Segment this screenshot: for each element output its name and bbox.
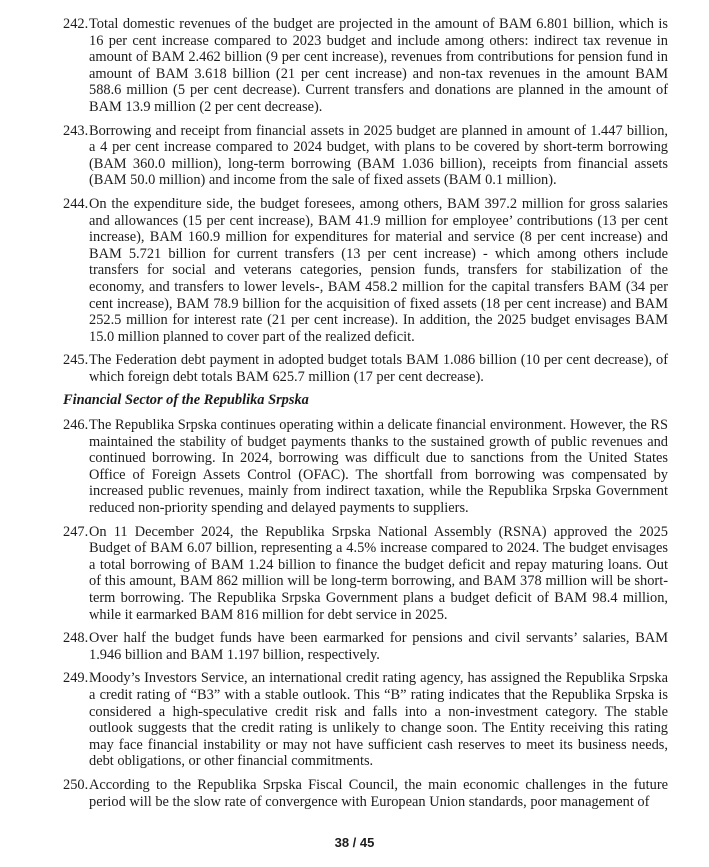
paragraph-number: 248.	[63, 630, 89, 647]
section-heading: Financial Sector of the Republika Srpska	[63, 392, 309, 409]
paragraph-number: 244.	[63, 195, 89, 212]
paragraph-number: 243.	[63, 122, 89, 139]
paragraph-246	[63, 417, 668, 517]
paragraph-number: 249.	[63, 670, 89, 687]
paragraph-text: Moody’s Investors Service, an international credit rating agency, has assigned the Republika Srpska a credit rating of “B3” with a stable outlook. This “B” rating indicates that the Republika Srpska is considered a high-speculative credit risk and falls into a non-investment category. The stable outlook suggests that the credit rating is unlikely to change soon. The Entity receiving this rating may face financial instability or may not have sufficient cash reserves to meet its business needs, debt obligations, or other financial commitments.	[89, 670, 668, 770]
paragraph-text: According to the Republika Srpska Fiscal Council, the main economic challenges in the future period will be the slow rate of convergence with European Union standards, poor management of	[89, 776, 668, 810]
paragraph-245	[63, 352, 668, 385]
page-number-indicator: 38 / 45	[334, 835, 375, 851]
paragraph-249	[63, 670, 668, 770]
paragraph-text: On the expenditure side, the budget foresees, among others, BAM 397.2 million for gross salaries and allowances (15 per cent increase), BAM 41.9 million for employee’ contributions (13 per cent increase), BAM 160.9 million for expenditures for material and service (8 per cent increase) and BAM 5.721 billion for current transfers (13 per cent increase) - which among others include transfers for social and veterans categories, pension funds, transfers for stabilization of the economy, and transfers to lower levels-, BAM 458.2 million for the capital transfers BAM (34 per cent increase), BAM 78.9 billion for the acquisition of fixed assets (18 per cent increase) and BAM 252.5 million for interest rate (21 per cent increase). In addition, the 2025 budget envisages BAM 15.0 million planned to cover part of the realized deficit.	[89, 195, 668, 345]
paragraph-243	[63, 123, 668, 189]
paragraph-248	[63, 630, 668, 663]
paragraph-number: 247.	[63, 523, 89, 540]
paragraph-number: 245.	[63, 352, 89, 369]
paragraph-number: 250.	[63, 776, 89, 793]
paragraph-text: Over half the budget funds have been earmarked for pensions and civil servants’ salaries, BAM 1.946 billion and BAM 1.197 billion, respectively.	[89, 630, 668, 663]
paragraph-text: The Federation debt payment in adopted budget totals BAM 1.086 billion (10 per cent decrease), of which foreign debt totals BAM 625.7 million (17 per cent decrease).	[89, 352, 668, 385]
document-content	[63, 16, 668, 817]
paragraph-text: Total domestic revenues of the budget are projected in the amount of BAM 6.801 billion, which is 16 per cent increase compared to 2023 budget and include among others: indirect tax revenue in amount of BAM 2.462 billion (9 per cent increase), revenues from contributions for pension fund in amount of BAM 3.618 billion (21 per cent increase) and non-tax revenues in the amount BAM 588.6 million (5 per cent decrease). Current transfers and donations are planned in the amount of BAM 13.9 million (2 per cent decrease).	[89, 16, 668, 115]
paragraph-250	[63, 777, 668, 810]
paragraph-244	[63, 196, 668, 345]
paragraph-247	[63, 524, 668, 624]
paragraph-242	[63, 16, 668, 116]
paragraph-number: 242.	[63, 16, 89, 32]
paragraph-text: Borrowing and receipt from financial assets in 2025 budget are planned in amount of 1.447 billion, a 4 per cent increase compared to 2024 budget, with plans to be covered by short-term borrowing (BAM 360.0 million), long-term borrowing (BAM 1.036 billion), receipts from financial assets (BAM 50.0 million) and income from the sale of fixed assets (BAM 0.1 million).	[89, 122, 668, 189]
paragraph-text: On 11 December 2024, the Republika Srpska National Assembly (RSNA) approved the 2025 Budget of BAM 6.07 billion, representing a 4.5% increase compared to 2024. The budget envisages a total borrowing of BAM 1.24 billion to finance the budget deficit and repay maturing loans. Out of this amount, BAM 862 million will be long-term borrowing, and BAM 378 million will be short-term borrowing. The Republika Srpska Government plans a budget deficit of BAM 98.4 million, while it earmarked BAM 816 million for debt service in 2025.	[89, 523, 668, 623]
paragraph-text: The Republika Srpska continues operating within a delicate financial environment. However, the RS maintained the stability of budget payments thanks to the sustained growth of public revenues and continued borrowing. In 2024, borrowing was difficult due to sanctions from the United States Office of Foreign Assets Control (OFAC). The shortfall from borrowing was compensated by increased public revenues, mainly from indirect taxation, while the Republika Srpska Government reduced non-priority spending and delayed payments to suppliers.	[89, 417, 668, 517]
paragraph-number: 246.	[63, 417, 89, 434]
